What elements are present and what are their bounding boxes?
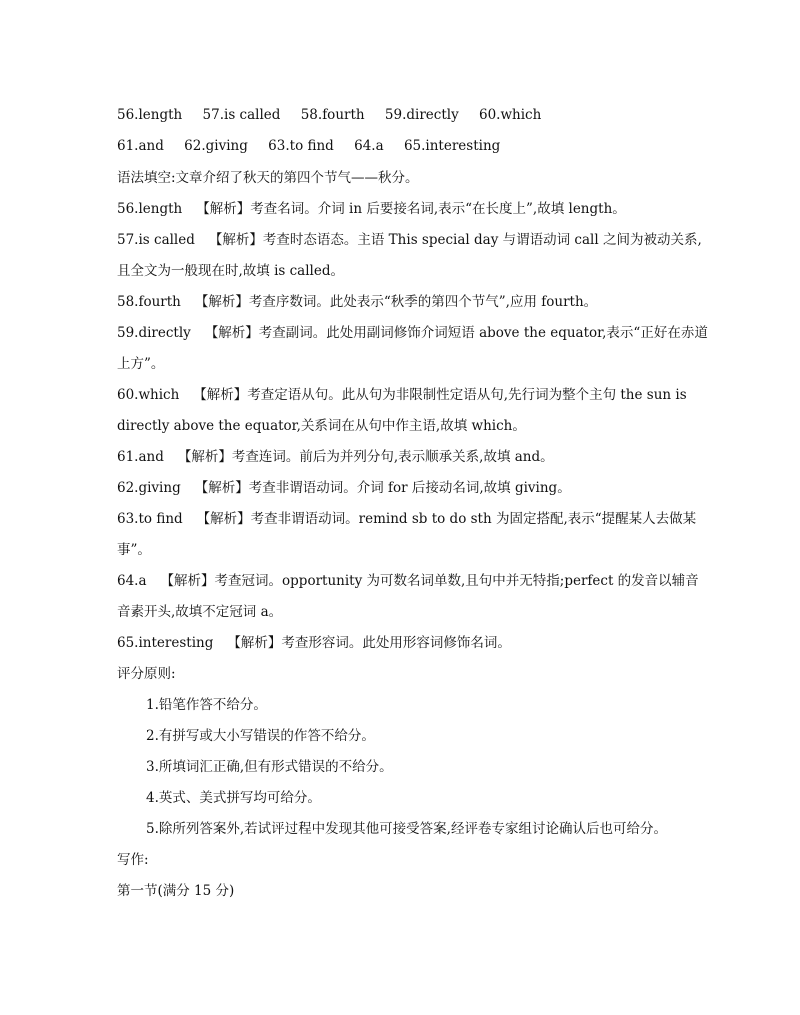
explanation-60-cont: directly above the equator,关系词在从句中作主语,故填 which。 — [117, 418, 526, 434]
explanation-57-cont: 且全文为一般现在时,故填 is called。 — [117, 263, 344, 279]
explanation-item: 62.giving — [117, 480, 181, 496]
answer-row-2 — [117, 137, 690, 155]
explanation-64 — [117, 572, 699, 590]
answer-56: 56.length — [117, 107, 183, 123]
answer-63: 63.to find — [268, 138, 334, 154]
explanation-item: 56.length — [117, 201, 183, 217]
explanation-item: 65.interesting — [117, 635, 214, 651]
explanation-item: 61.and — [117, 449, 164, 465]
answer-60: 60.which — [479, 107, 542, 123]
answer-65: 65.interesting — [403, 138, 501, 154]
explanation-text: 【解析】考查序数词。此处表示“秋季的第四个节气”,应用 fourth。 — [194, 294, 598, 310]
grading-title: 评分原则: — [117, 666, 176, 682]
answer-62: 62.giving — [184, 138, 248, 154]
explanation-text: 【解析】考查时态语态。主语 This special day 与谓语动词 call 之间为被动关系, — [208, 232, 702, 248]
writing-title: 写作: — [117, 852, 149, 868]
explanation-item: 60.which — [117, 387, 180, 403]
answer-59: 59.directly — [384, 107, 459, 123]
answer-64: 64.a — [354, 138, 384, 154]
answer-61: 61.and — [117, 138, 164, 154]
explanation-text: 【解析】考查非谓语动词。介词 for 后接动名词,故填 giving。 — [194, 480, 571, 496]
explanation-text: 【解析】考查冠词。opportunity 为可数名词单数,且句中并无特指;perfect 的发音以辅音 — [160, 573, 699, 589]
explanation-63-cont: 事”。 — [117, 542, 151, 558]
explanation-item: 58.fourth — [117, 294, 181, 310]
explanation-57 — [117, 231, 702, 249]
explanation-60 — [117, 386, 690, 404]
explanation-65 — [117, 634, 690, 652]
explanation-item: 59.directly — [117, 325, 191, 341]
grading-rule-4: 4.英式、美式拼写均可给分。 — [146, 790, 321, 806]
explanation-62 — [117, 479, 690, 497]
explanation-58 — [117, 293, 690, 311]
grading-rule-1: 1.铅笔作答不给分。 — [146, 697, 267, 713]
explanation-61 — [117, 448, 690, 466]
explanation-59 — [117, 324, 708, 342]
grading-rule-2: 2.有拼写或大小写错误的作答不给分。 — [146, 728, 375, 744]
explanation-56 — [117, 200, 690, 218]
explanation-59-cont: 上方”。 — [117, 356, 165, 372]
explanation-text: 【解析】考查形容词。此处用形容词修饰名词。 — [227, 635, 511, 651]
grading-rule-5: 5.除所列答案外,若试评过程中发现其他可接受答案,经评卷专家组讨论确认后也可给分。 — [146, 821, 667, 837]
explanation-text: 【解析】考查非谓语动词。remind sb to do sth 为固定搭配,表示“提醒某人去做某 — [196, 511, 697, 527]
explanation-text: 【解析】考查定语从句。此从句为非限制性定语从句,先行词为整个主句 the sun is — [193, 387, 687, 403]
explanation-text: 【解析】考查副词。此处用副词修饰介词短语 above the equator,表示“正好在赤道 — [204, 325, 708, 341]
explanation-text: 【解析】考查名词。介词 in 后要接名词,表示“在长度上”,故填 length。 — [196, 201, 626, 217]
explanation-item: 57.is called — [117, 232, 195, 248]
explanation-64-cont: 音素开头,故填不定冠词 a。 — [117, 604, 283, 620]
explanation-item: 63.to find — [117, 511, 183, 527]
explanation-text: 【解析】考查连词。前后为并列分句,表示顺承关系,故填 and。 — [177, 449, 554, 465]
answer-row-1 — [117, 106, 690, 124]
answer-57: 57.is called — [202, 107, 281, 123]
explanation-item: 64.a — [117, 573, 147, 589]
section-intro: 语法填空:文章介绍了秋天的第四个节气——秋分。 — [117, 170, 419, 186]
answer-58: 58.fourth — [300, 107, 365, 123]
section-one-title: 第一节(满分 15 分) — [117, 883, 235, 899]
grading-rule-3: 3.所填词汇正确,但有形式错误的不给分。 — [146, 759, 393, 775]
explanation-63 — [117, 510, 697, 528]
